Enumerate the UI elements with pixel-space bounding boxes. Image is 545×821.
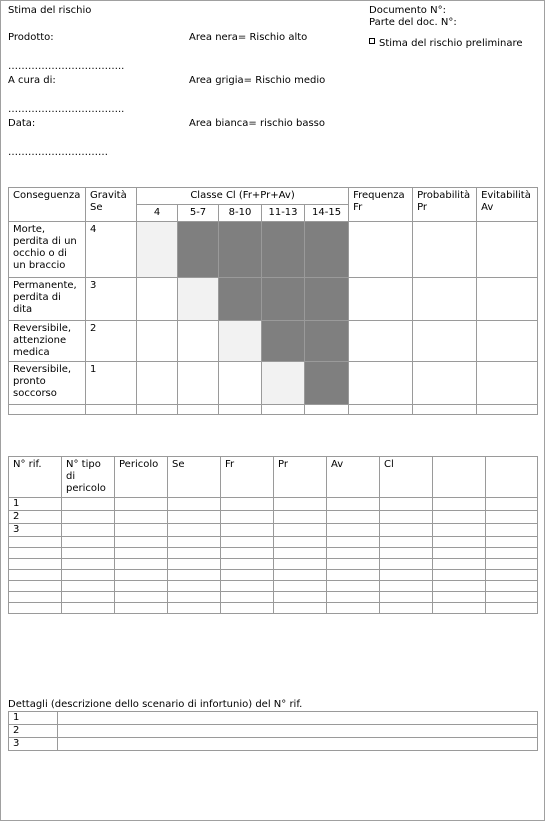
hazard-input-cell[interactable] xyxy=(486,511,538,524)
hazard-input-cell[interactable] xyxy=(221,548,274,559)
hazard-input-cell[interactable] xyxy=(274,570,327,581)
hazard-input-cell[interactable] xyxy=(486,603,538,614)
input-cell[interactable] xyxy=(349,278,413,321)
empty-cell[interactable] xyxy=(178,405,219,415)
hazard-input-cell[interactable] xyxy=(380,559,433,570)
hazard-input-cell[interactable] xyxy=(274,603,327,614)
hazard-input-cell[interactable] xyxy=(327,511,380,524)
hazard-input-cell[interactable] xyxy=(168,537,221,548)
hazard-input-cell[interactable] xyxy=(221,570,274,581)
hazard-input-cell[interactable] xyxy=(486,548,538,559)
input-cell[interactable] xyxy=(413,321,477,362)
details-row xyxy=(9,738,538,751)
hazard-row xyxy=(9,592,538,603)
hazard-header-cell: N° tipo di pericolo xyxy=(62,457,115,498)
empty-cell[interactable] xyxy=(262,405,305,415)
hazard-input-cell[interactable] xyxy=(327,548,380,559)
risk-row xyxy=(9,321,538,362)
empty-cell[interactable] xyxy=(137,405,178,415)
hazard-row xyxy=(9,511,538,524)
hazard-row xyxy=(9,570,538,581)
risk-cell-dark xyxy=(262,321,305,362)
legend-grey-area: Area grigia= Rischio medio xyxy=(189,75,326,86)
risk-cell-dark xyxy=(178,222,219,278)
hazard-input-cell[interactable] xyxy=(274,511,327,524)
hazard-input-cell[interactable] xyxy=(486,570,538,581)
risk-cell-none xyxy=(137,278,178,321)
hazard-row xyxy=(9,603,538,614)
hazard-input-cell[interactable] xyxy=(327,603,380,614)
risk-cell-dark xyxy=(305,321,349,362)
hazard-input-cell[interactable] xyxy=(62,559,115,570)
details-ref-cell: 3 xyxy=(9,738,58,751)
hazard-input-cell[interactable] xyxy=(274,592,327,603)
hazard-input-cell[interactable] xyxy=(327,570,380,581)
input-cell[interactable] xyxy=(349,222,413,278)
input-cell[interactable] xyxy=(413,362,477,405)
consequence-cell: Reversibile, attenzione medica xyxy=(9,321,86,362)
risk-cell-dark xyxy=(305,278,349,321)
hazard-input-cell[interactable] xyxy=(274,559,327,570)
hazard-input-cell[interactable] xyxy=(327,592,380,603)
hazard-input-cell[interactable] xyxy=(62,592,115,603)
risk-row xyxy=(9,222,538,278)
severity-cell: 3 xyxy=(86,278,137,321)
class-range-14-15: 14-15 xyxy=(305,205,349,222)
hazard-input-cell[interactable] xyxy=(274,537,327,548)
hazard-ref-cell xyxy=(9,548,62,559)
hazard-input-cell[interactable] xyxy=(168,559,221,570)
hazard-input-cell[interactable] xyxy=(327,537,380,548)
legend-white-area: Area bianca= rischio basso xyxy=(189,118,325,129)
hazard-input-cell[interactable] xyxy=(168,524,221,537)
date-label: Data: xyxy=(8,118,36,129)
hazard-input-cell[interactable] xyxy=(380,570,433,581)
hazard-input-cell[interactable] xyxy=(380,592,433,603)
input-cell[interactable] xyxy=(349,362,413,405)
hazard-input-cell[interactable] xyxy=(433,498,486,511)
risk-matrix-table xyxy=(8,187,538,415)
hazard-input-cell[interactable] xyxy=(433,511,486,524)
hazard-ref-cell xyxy=(9,603,62,614)
hazard-input-cell[interactable] xyxy=(221,524,274,537)
hazard-input-cell[interactable] xyxy=(380,603,433,614)
hazard-ref-cell xyxy=(9,592,62,603)
hazard-row xyxy=(9,537,538,548)
severity-cell: 4 xyxy=(86,222,137,278)
hazard-input-cell[interactable] xyxy=(62,603,115,614)
hazard-input-cell[interactable] xyxy=(168,603,221,614)
hazard-ref-cell: 2 xyxy=(9,511,62,524)
hazard-input-cell[interactable] xyxy=(327,581,380,592)
risk-cell-none xyxy=(137,362,178,405)
hazard-input-cell[interactable] xyxy=(380,524,433,537)
hazard-input-cell[interactable] xyxy=(62,581,115,592)
hazard-table xyxy=(8,456,538,614)
legend-black-area: Area nera= Rischio alto xyxy=(189,32,308,43)
empty-cell[interactable] xyxy=(305,405,349,415)
hazard-input-cell[interactable] xyxy=(433,592,486,603)
risk-cell-light xyxy=(262,362,305,405)
hazard-input-cell[interactable] xyxy=(168,498,221,511)
details-ref-cell: 2 xyxy=(9,725,58,738)
hazard-header-cell: N° rif. xyxy=(9,457,62,498)
empty-cell[interactable] xyxy=(86,405,137,415)
hazard-header-cell: Cl xyxy=(380,457,433,498)
hazard-input-cell[interactable] xyxy=(115,581,168,592)
risk-cell-light xyxy=(178,278,219,321)
hazard-header-cell: Se xyxy=(168,457,221,498)
hazard-input-cell[interactable] xyxy=(274,581,327,592)
hazard-input-cell[interactable] xyxy=(327,524,380,537)
hazard-input-cell[interactable] xyxy=(168,592,221,603)
risk-cell-dark xyxy=(262,278,305,321)
hazard-input-cell[interactable] xyxy=(486,581,538,592)
doc-part-label: Parte del doc. N°: xyxy=(369,17,457,28)
input-cell[interactable] xyxy=(477,362,538,405)
col-severity: Gravità Se xyxy=(86,188,137,222)
hazard-input-cell[interactable] xyxy=(115,570,168,581)
hazard-header-cell: Av xyxy=(327,457,380,498)
hazard-input-cell[interactable] xyxy=(221,581,274,592)
hazard-row xyxy=(9,498,538,511)
risk-cell-dark xyxy=(305,362,349,405)
hazard-input-cell[interactable] xyxy=(221,498,274,511)
hazard-input-cell[interactable] xyxy=(327,559,380,570)
hazard-row xyxy=(9,581,538,592)
hazard-header-row xyxy=(9,457,538,498)
hazard-input-cell[interactable] xyxy=(221,537,274,548)
hazard-input-cell[interactable] xyxy=(380,511,433,524)
author-field[interactable]: …………………………….. xyxy=(8,104,125,115)
input-cell[interactable] xyxy=(413,278,477,321)
hazard-input-cell[interactable] xyxy=(168,570,221,581)
hazard-input-cell[interactable] xyxy=(115,537,168,548)
product-field[interactable]: …………………………….. xyxy=(8,61,125,72)
input-cell[interactable] xyxy=(477,321,538,362)
hazard-input-cell[interactable] xyxy=(62,511,115,524)
risk-cell-dark xyxy=(219,278,262,321)
hazard-input-cell[interactable] xyxy=(168,581,221,592)
hazard-header-cell: Fr xyxy=(221,457,274,498)
hazard-input-cell[interactable] xyxy=(486,498,538,511)
hazard-ref-cell: 1 xyxy=(9,498,62,511)
details-input-cell[interactable] xyxy=(58,725,538,738)
hazard-input-cell[interactable] xyxy=(433,581,486,592)
hazard-input-cell[interactable] xyxy=(433,524,486,537)
hazard-input-cell[interactable] xyxy=(62,537,115,548)
product-label: Prodotto: xyxy=(8,32,54,43)
col-class: Classe Cl (Fr+Pr+Av) xyxy=(137,188,349,205)
hazard-row xyxy=(9,548,538,559)
details-ref-cell: 1 xyxy=(9,712,58,725)
risk-cell-dark xyxy=(305,222,349,278)
hazard-input-cell[interactable] xyxy=(486,592,538,603)
hazard-ref-cell: 3 xyxy=(9,524,62,537)
hazard-input-cell[interactable] xyxy=(274,524,327,537)
empty-cell[interactable] xyxy=(9,405,86,415)
consequence-cell: Morte, perdita di un occhio o di un braccio xyxy=(9,222,86,278)
empty-cell[interactable] xyxy=(349,405,413,415)
input-cell[interactable] xyxy=(413,222,477,278)
col-frequency: Frequenza Fr xyxy=(349,188,413,222)
details-table xyxy=(8,711,538,751)
hazard-input-cell[interactable] xyxy=(433,559,486,570)
doc-number-label: Documento N°: xyxy=(369,5,446,16)
hazard-ref-cell xyxy=(9,570,62,581)
hazard-input-cell[interactable] xyxy=(221,603,274,614)
consequence-cell: Reversibile, pronto soccorso xyxy=(9,362,86,405)
hazard-input-cell[interactable] xyxy=(380,498,433,511)
class-range-4: 4 xyxy=(137,205,178,222)
hazard-input-cell[interactable] xyxy=(486,524,538,537)
hazard-input-cell[interactable] xyxy=(327,498,380,511)
hazard-input-cell[interactable] xyxy=(62,524,115,537)
hazard-input-cell[interactable] xyxy=(115,524,168,537)
col-probability: Probabilità Pr xyxy=(413,188,477,222)
consequence-cell: Permanente, perdita di dita xyxy=(9,278,86,321)
severity-cell: 2 xyxy=(86,321,137,362)
author-label: A cura di: xyxy=(8,75,56,86)
hazard-header-cell xyxy=(433,457,486,498)
hazard-input-cell[interactable] xyxy=(221,511,274,524)
hazard-input-cell[interactable] xyxy=(62,548,115,559)
risk-cell-none xyxy=(178,362,219,405)
preliminary-label: Stima del rischio preliminare xyxy=(379,38,523,49)
hazard-ref-cell xyxy=(9,559,62,570)
hazard-input-cell[interactable] xyxy=(168,511,221,524)
empty-cell[interactable] xyxy=(219,405,262,415)
hazard-input-cell[interactable] xyxy=(221,559,274,570)
details-row xyxy=(9,725,538,738)
severity-cell: 1 xyxy=(86,362,137,405)
hazard-input-cell[interactable] xyxy=(380,581,433,592)
checkbox-icon[interactable] xyxy=(369,38,375,44)
class-range-8-10: 8-10 xyxy=(219,205,262,222)
hazard-input-cell[interactable] xyxy=(380,548,433,559)
hazard-input-cell[interactable] xyxy=(221,592,274,603)
hazard-input-cell[interactable] xyxy=(486,559,538,570)
risk-header-row xyxy=(9,188,538,205)
form-title: Stima del rischio xyxy=(8,5,92,16)
class-range-11-13: 11-13 xyxy=(262,205,305,222)
hazard-header-cell: Pr xyxy=(274,457,327,498)
hazard-input-cell[interactable] xyxy=(62,498,115,511)
empty-cell[interactable] xyxy=(477,405,538,415)
hazard-input-cell[interactable] xyxy=(433,537,486,548)
risk-cell-none xyxy=(178,321,219,362)
input-cell[interactable] xyxy=(477,222,538,278)
hazard-input-cell[interactable] xyxy=(115,498,168,511)
empty-cell[interactable] xyxy=(413,405,477,415)
input-cell[interactable] xyxy=(477,278,538,321)
preliminary-option[interactable] xyxy=(369,38,523,50)
details-row xyxy=(9,712,538,725)
hazard-row xyxy=(9,524,538,537)
risk-cell-dark xyxy=(262,222,305,278)
hazard-input-cell[interactable] xyxy=(274,498,327,511)
col-avoidability: Evitabilità Av xyxy=(477,188,538,222)
hazard-input-cell[interactable] xyxy=(115,559,168,570)
hazard-input-cell[interactable] xyxy=(115,548,168,559)
hazard-input-cell[interactable] xyxy=(115,592,168,603)
details-input-cell[interactable] xyxy=(58,712,538,725)
risk-empty-row xyxy=(9,405,538,415)
details-input-cell[interactable] xyxy=(58,738,538,751)
input-cell[interactable] xyxy=(349,321,413,362)
hazard-input-cell[interactable] xyxy=(168,548,221,559)
details-title: Dettagli (descrizione dello scenario di infortunio) del N° rif. xyxy=(8,699,303,710)
hazard-input-cell[interactable] xyxy=(380,537,433,548)
risk-cell-none xyxy=(137,321,178,362)
hazard-input-cell[interactable] xyxy=(486,537,538,548)
risk-cell-light xyxy=(219,321,262,362)
risk-row xyxy=(9,362,538,405)
hazard-input-cell[interactable] xyxy=(433,548,486,559)
risk-cell-light xyxy=(137,222,178,278)
hazard-input-cell[interactable] xyxy=(62,570,115,581)
hazard-input-cell[interactable] xyxy=(433,603,486,614)
risk-row xyxy=(9,278,538,321)
hazard-input-cell[interactable] xyxy=(115,511,168,524)
hazard-header-cell: Pericolo xyxy=(115,457,168,498)
hazard-input-cell[interactable] xyxy=(115,603,168,614)
date-field[interactable]: ………………………… xyxy=(8,147,108,158)
class-range-5-7: 5-7 xyxy=(178,205,219,222)
hazard-input-cell[interactable] xyxy=(433,570,486,581)
risk-cell-dark xyxy=(219,222,262,278)
hazard-row xyxy=(9,559,538,570)
col-consequence: Conseguenza xyxy=(9,188,86,222)
hazard-ref-cell xyxy=(9,581,62,592)
hazard-input-cell[interactable] xyxy=(274,548,327,559)
hazard-ref-cell xyxy=(9,537,62,548)
risk-cell-none xyxy=(219,362,262,405)
hazard-header-cell xyxy=(486,457,538,498)
